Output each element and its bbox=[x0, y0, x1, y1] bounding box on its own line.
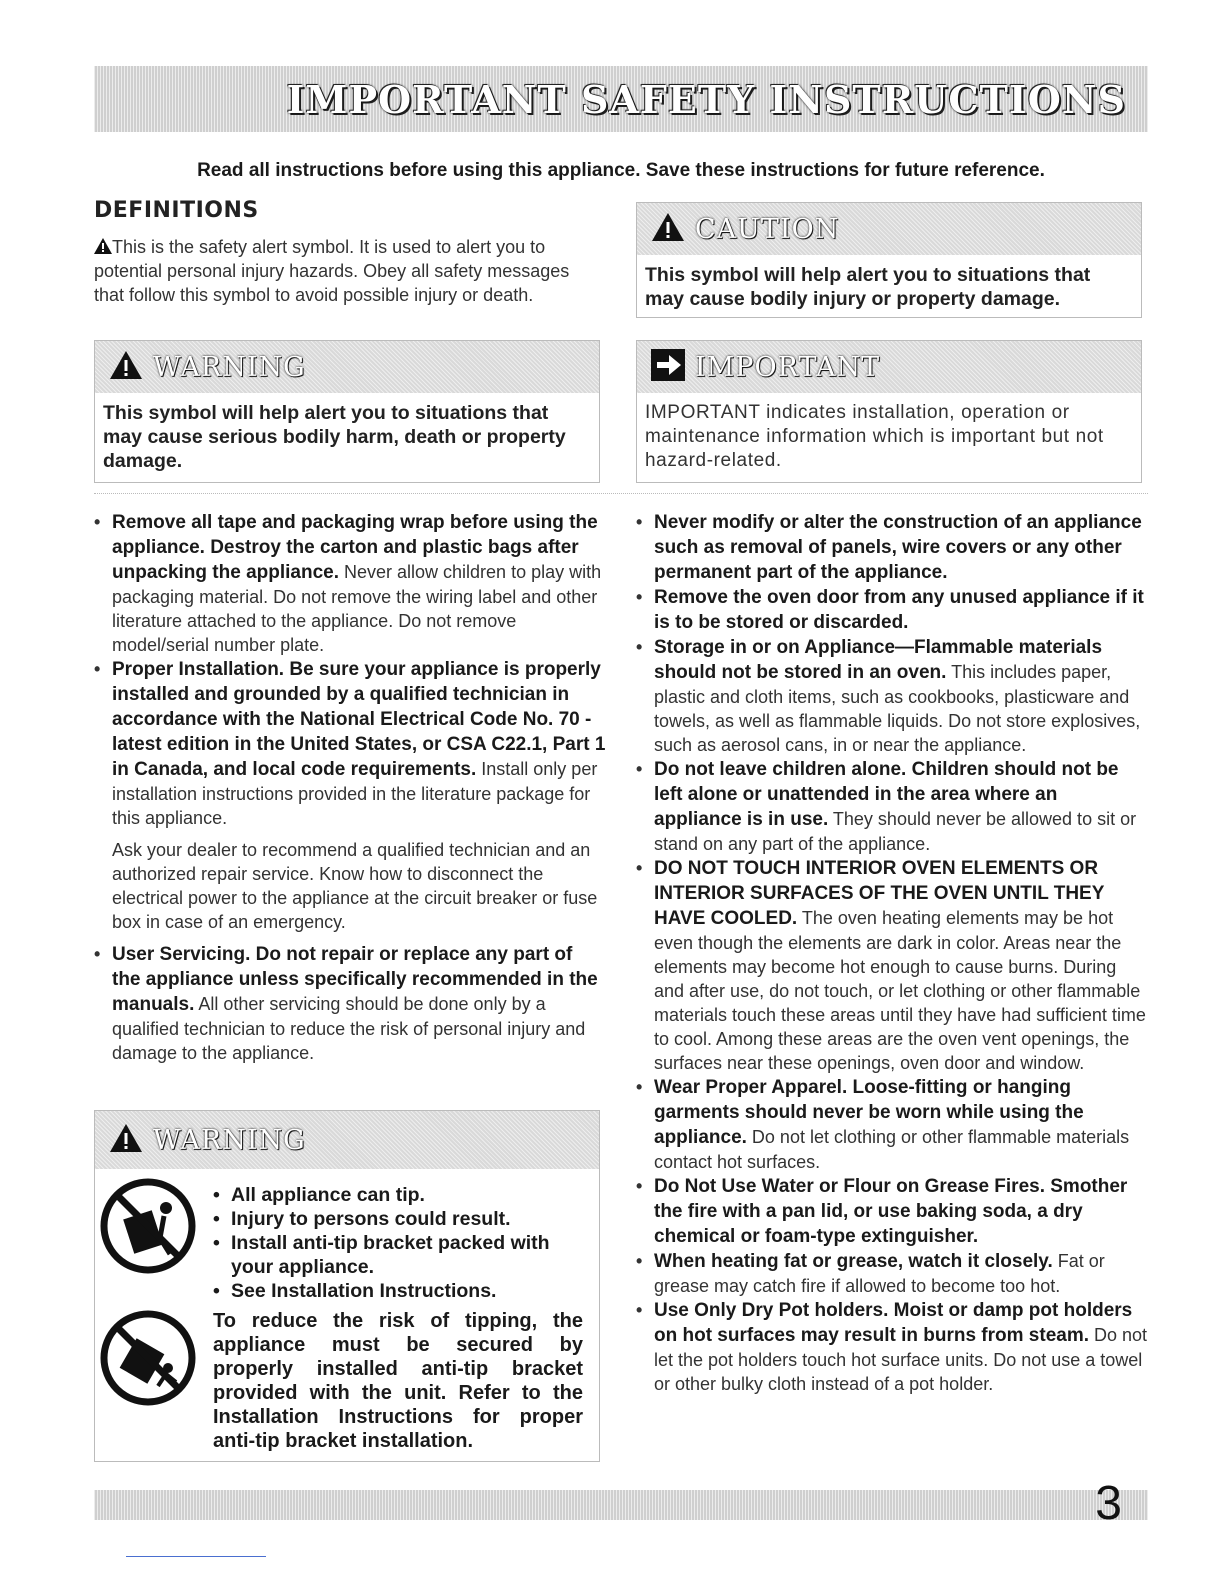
tip-bullet: • All appliance can tip. bbox=[213, 1183, 593, 1207]
tip-bullet: • Install anti-tip bracket packed with your appliance. bbox=[213, 1231, 593, 1279]
tip-bullet: • Injury to persons could result. bbox=[213, 1207, 593, 1231]
divider bbox=[94, 493, 1148, 494]
no-tip-child-icon bbox=[100, 1310, 196, 1406]
intro-text: Read all instructions before using this appliance. Save these instructions for future reference. bbox=[197, 160, 1045, 181]
right-item-7: • When heating fat or grease, watch it closely. Fat or grease may catch fire if allowed to become too hot. bbox=[636, 1249, 1148, 1298]
page-number: 3 bbox=[1095, 1477, 1122, 1530]
right-item-6: • Do Not Use Water or Flour on Grease Fires. Smother the fire with a pan lid, or use baking soda, a dry chemical or foam-type extinguisher. bbox=[636, 1174, 1148, 1249]
definitions-heading: DEFINITIONS bbox=[94, 198, 259, 223]
no-tip-icon bbox=[100, 1178, 196, 1274]
caution-icon bbox=[651, 212, 685, 247]
footer-underline bbox=[126, 1556, 266, 1557]
warning-box-header bbox=[95, 341, 599, 393]
left-paragraph: Ask your dealer to recommend a qualified technician and an authorized repair service. Know how to disconnect the electrical power to the appliance at the circuit breaker or fuse box in case of an emergency. bbox=[112, 840, 598, 932]
caution-label: CAUTION bbox=[695, 213, 840, 245]
right-item-3: • Do not leave children alone. Children should not be left alone or unattended in the area where an appliance is in use. They should never be allowed to sit or stand on any part of the appliance. bbox=[636, 757, 1148, 856]
page-title: IMPORTANT SAFETY INSTRUCTIONS bbox=[286, 76, 1126, 122]
caution-box-header bbox=[637, 203, 1141, 255]
warning-label: WARNING bbox=[153, 351, 306, 383]
left-column bbox=[94, 510, 606, 1065]
warning-icon bbox=[109, 350, 143, 385]
left-item-1: • Proper Installation. Be sure your appliance is properly installed and grounded by a qualified technician in accordance with the National Electrical Code No. 70 - latest edition in the United States, or CSA C22.1, Part 1 in Canada, and local code requirements. Install only per installation instructions provided in the literature package for this appliance. bbox=[94, 657, 606, 830]
right-item-8: • Use Only Dry Pot holders. Moist or damp pot holders on hot surfaces may result in burns from steam. Do not let the pot holders touch hot surface units. Do not use a towel or other bulky cloth instead of a pot holder. bbox=[636, 1298, 1148, 1396]
tip-bullet-list bbox=[213, 1183, 593, 1303]
right-item-1: • Remove the oven door from any unused appliance if it is to be stored or discarded. bbox=[636, 585, 1148, 635]
footer-bar bbox=[94, 1490, 1148, 1520]
warning-icon bbox=[109, 1123, 143, 1158]
left-item-0: • Remove all tape and packaging wrap before using the appliance. Destroy the carton and plastic bags after unpacking the appliance. Never allow children to play with packaging material. Do not remove the wiring label and other literature attached to the appliance. Do not remove model/serial number plate. bbox=[94, 510, 606, 657]
right-item-2: • Storage in or on Appliance—Flammable materials should not be stored in an oven. This includes paper, plastic and cloth items, such as cookbooks, plasticware and towels, as well as flammable liquids. Do not store explosives, such as aerosol cans, in or near the appliance. bbox=[636, 635, 1148, 757]
important-text: IMPORTANT indicates installation, operation or maintenance information which is important but not hazard-related. bbox=[645, 402, 1104, 471]
alert-symbol-icon bbox=[94, 237, 112, 257]
right-item-5: • Wear Proper Apparel. Loose-fitting or hanging garments should never be worn while using the appliance. Do not let clothing or other flammable materials contact hot surfaces. bbox=[636, 1075, 1148, 1174]
important-label: IMPORTANT bbox=[695, 351, 881, 383]
warning-text: This symbol will help alert you to situations that may cause serious bodily harm, death or property damage. bbox=[103, 402, 566, 472]
caution-box bbox=[636, 202, 1142, 318]
left-item-2: • User Servicing. Do not repair or replace any part of the appliance unless specifically recommended in the manuals. All other servicing should be done only by a qualified technician to reduce the risk of personal injury and damage to the appliance. bbox=[94, 942, 606, 1065]
important-box bbox=[636, 340, 1142, 483]
tip-bullet: • See Installation Instructions. bbox=[213, 1279, 593, 1303]
right-item-0: • Never modify or alter the construction of an appliance such as removal of panels, wire covers or any other permanent part of the appliance. bbox=[636, 510, 1148, 585]
tip-warning-box bbox=[94, 1110, 600, 1462]
right-column bbox=[636, 510, 1148, 1396]
definitions-text: This is the safety alert symbol. It is used to alert you to potential personal injury hazards. Obey all safety messages that follow this symbol to avoid possible injury or death. bbox=[94, 237, 570, 305]
important-box-header bbox=[637, 341, 1141, 393]
right-item-4: • DO NOT TOUCH INTERIOR OVEN ELEMENTS OR INTERIOR SURFACES OF THE OVEN UNTIL THEY HAVE COOLED. The oven heating elements may be hot even though the elements are dark in color. Areas near the elements may become hot enough to cause burns. During and after use, do not touch, or let clothing or other flammable materials touch these areas until they have had sufficient time to cool. Among these areas are the oven vent openings, the surfaces near these openings, oven door and window. bbox=[636, 856, 1148, 1075]
tip-warning-label: WARNING bbox=[153, 1124, 306, 1156]
caution-text: This symbol will help alert you to situations that may cause bodily injury or property damage. bbox=[645, 264, 1091, 310]
warning-box bbox=[94, 340, 600, 483]
tip-warning-header bbox=[95, 1111, 599, 1169]
title-bar bbox=[94, 66, 1148, 132]
tip-text: To reduce the risk of tipping, the appliance must be secured by properly installed anti-tip bracket provided with the unit. Refer to the Installation Instructions for proper anti-tip bracket installation. bbox=[213, 1310, 583, 1452]
arrow-icon bbox=[651, 349, 685, 386]
